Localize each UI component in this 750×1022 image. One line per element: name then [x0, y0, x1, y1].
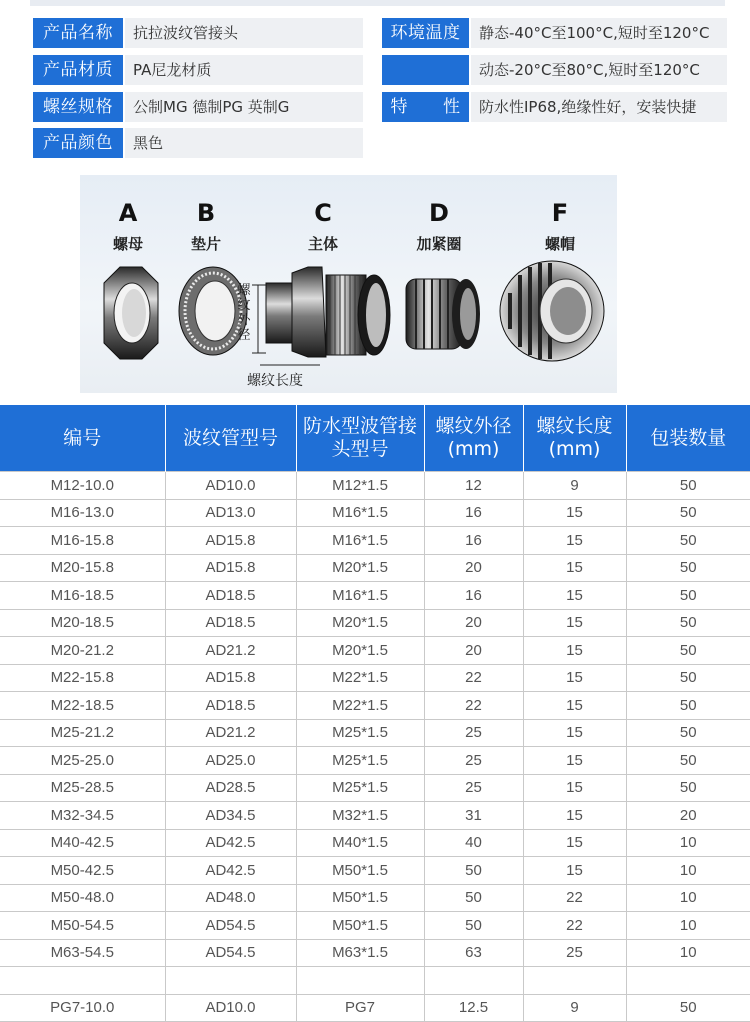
- part-name-d: 加紧圈: [416, 235, 462, 253]
- spec-label-material: 产品材质: [33, 55, 123, 85]
- cell-connector-model: M40*1.5: [296, 829, 424, 857]
- cell-tube-model: AD21.2: [165, 719, 296, 747]
- table-row: [0, 637, 750, 665]
- table-row: [0, 719, 750, 747]
- cell-package-qty: 10: [626, 939, 750, 967]
- table-row: [0, 499, 750, 527]
- cell-tube-model: AD18.5: [165, 692, 296, 720]
- cell-thread-diameter: 22: [424, 664, 523, 692]
- table-row: [0, 912, 750, 940]
- cell-code: PG7-10.0: [0, 994, 165, 1022]
- cell-code: M63-54.5: [0, 939, 165, 967]
- cell-package-qty: 10: [626, 884, 750, 912]
- col-header-package-qty: 包装数量: [626, 405, 750, 472]
- cell-connector-model: M20*1.5: [296, 637, 424, 665]
- cell-thread-length: 15: [523, 554, 626, 582]
- cell-tube-model: AD15.8: [165, 527, 296, 555]
- cell-tube-model: AD42.5: [165, 829, 296, 857]
- cell-code: M25-25.0: [0, 747, 165, 775]
- table-row: [0, 609, 750, 637]
- parts-diagram: [80, 175, 617, 393]
- cell-thread-length: 15: [523, 747, 626, 775]
- cell-connector-model: M25*1.5: [296, 774, 424, 802]
- cell-thread-diameter: 25: [424, 774, 523, 802]
- cell-connector-model: M20*1.5: [296, 554, 424, 582]
- cell-code: M50-42.5: [0, 857, 165, 885]
- spec-value-temperature-static: 静态-40°C至100°C,短时至120°C: [471, 18, 727, 48]
- cell-package-qty: 50: [626, 747, 750, 775]
- cell-thread-length: 15: [523, 527, 626, 555]
- table-row: [0, 857, 750, 885]
- cell-code: M22-18.5: [0, 692, 165, 720]
- spec-table: [0, 405, 750, 1022]
- table-row: [0, 939, 750, 967]
- spec-label-color: 产品颜色: [33, 128, 123, 158]
- table-row: [0, 527, 750, 555]
- cell-thread-length: 15: [523, 664, 626, 692]
- cell-thread-length: 15: [523, 609, 626, 637]
- cell-thread-length: 15: [523, 857, 626, 885]
- cell-connector-model: M50*1.5: [296, 857, 424, 885]
- cell-code: M50-54.5: [0, 912, 165, 940]
- cell-connector-model: M22*1.5: [296, 664, 424, 692]
- thread-length-label: 螺纹长度: [247, 373, 303, 389]
- cell-thread-diameter: 16: [424, 527, 523, 555]
- cell-code: [0, 967, 165, 995]
- cell-code: M16-13.0: [0, 499, 165, 527]
- cell-code: M22-15.8: [0, 664, 165, 692]
- cell-package-qty: 50: [626, 609, 750, 637]
- cell-package-qty: [626, 967, 750, 995]
- part-letter-c: C: [314, 199, 332, 227]
- cell-thread-length: 15: [523, 692, 626, 720]
- part-name-f: 螺帽: [544, 235, 575, 253]
- cell-thread-length: 15: [523, 719, 626, 747]
- table-row: [0, 692, 750, 720]
- table-row: [0, 802, 750, 830]
- clamp-ring-shape: [406, 279, 480, 349]
- cell-connector-model: M12*1.5: [296, 472, 424, 500]
- cell-tube-model: AD15.8: [165, 554, 296, 582]
- part-name-a: 螺母: [112, 235, 143, 253]
- cell-code: M25-28.5: [0, 774, 165, 802]
- cell-thread-diameter: 50: [424, 884, 523, 912]
- table-row: [0, 967, 750, 995]
- cell-tube-model: [165, 967, 296, 995]
- part-letter-d: D: [429, 199, 449, 227]
- part-letter-f: F: [551, 199, 569, 227]
- cell-connector-model: M50*1.5: [296, 884, 424, 912]
- thread-diameter-label: 螺纹外径: [237, 283, 251, 343]
- spec-value-thread: 公制MG 德制PG 英制G: [125, 92, 363, 122]
- cell-code: M32-34.5: [0, 802, 165, 830]
- top-divider: [30, 0, 725, 6]
- cell-thread-diameter: 16: [424, 582, 523, 610]
- body-shape: [252, 267, 390, 365]
- cell-connector-model: M32*1.5: [296, 802, 424, 830]
- spec-value-temperature-dynamic: 动态-20°C至80°C,短时至120°C: [471, 55, 727, 85]
- cell-package-qty: 10: [626, 912, 750, 940]
- cell-package-qty: 10: [626, 829, 750, 857]
- cell-tube-model: AD10.0: [165, 472, 296, 500]
- cell-connector-model: M50*1.5: [296, 912, 424, 940]
- cell-connector-model: M25*1.5: [296, 747, 424, 775]
- cell-thread-length: 22: [523, 912, 626, 940]
- table-row: [0, 829, 750, 857]
- cell-code: M20-15.8: [0, 554, 165, 582]
- cell-tube-model: AD18.5: [165, 609, 296, 637]
- cell-package-qty: 50: [626, 664, 750, 692]
- table-row: [0, 774, 750, 802]
- cell-thread-length: 15: [523, 774, 626, 802]
- cell-package-qty: 10: [626, 857, 750, 885]
- cell-tube-model: AD10.0: [165, 994, 296, 1022]
- cell-package-qty: 50: [626, 719, 750, 747]
- cell-package-qty: 50: [626, 637, 750, 665]
- cell-thread-diameter: 31: [424, 802, 523, 830]
- cell-package-qty: 50: [626, 472, 750, 500]
- cell-thread-diameter: [424, 967, 523, 995]
- spec-label-name: 产品名称: [33, 18, 123, 48]
- cell-code: M50-48.0: [0, 884, 165, 912]
- table-row: [0, 554, 750, 582]
- cell-code: M25-21.2: [0, 719, 165, 747]
- spec-label-features: 特 性: [382, 92, 469, 122]
- cell-code: M16-15.8: [0, 527, 165, 555]
- spec-value-name: 抗拉波纹管接头: [125, 18, 363, 48]
- cell-thread-diameter: 20: [424, 609, 523, 637]
- cell-thread-diameter: 20: [424, 554, 523, 582]
- part-name-b: 垫片: [190, 235, 221, 253]
- cell-package-qty: 20: [626, 802, 750, 830]
- cell-thread-diameter: 12.5: [424, 994, 523, 1022]
- cell-package-qty: 50: [626, 527, 750, 555]
- cell-thread-diameter: 20: [424, 637, 523, 665]
- cell-tube-model: AD54.5: [165, 939, 296, 967]
- cell-package-qty: 50: [626, 554, 750, 582]
- cell-thread-diameter: 16: [424, 499, 523, 527]
- spec-label-thread: 螺丝规格: [33, 92, 123, 122]
- col-header-thread-length: 螺纹长度(mm): [523, 405, 626, 472]
- table-body: [0, 472, 750, 1022]
- cell-tube-model: AD42.5: [165, 857, 296, 885]
- cell-connector-model: M20*1.5: [296, 609, 424, 637]
- cap-shape: [500, 261, 604, 361]
- cell-tube-model: AD13.0: [165, 499, 296, 527]
- cell-tube-model: AD25.0: [165, 747, 296, 775]
- cell-tube-model: AD54.5: [165, 912, 296, 940]
- part-name-c: 主体: [307, 235, 338, 253]
- spec-label-temperature: 环境温度: [382, 18, 469, 48]
- spec-value-features: 防水性IP68,绝缘性好，安装快捷: [471, 92, 727, 122]
- spec-value-color: 黑色: [125, 128, 363, 158]
- cell-tube-model: AD48.0: [165, 884, 296, 912]
- cell-connector-model: M22*1.5: [296, 692, 424, 720]
- cell-tube-model: AD21.2: [165, 637, 296, 665]
- cell-code: M40-42.5: [0, 829, 165, 857]
- table-row: [0, 582, 750, 610]
- cell-connector-model: M63*1.5: [296, 939, 424, 967]
- cell-thread-diameter: 50: [424, 857, 523, 885]
- cell-thread-diameter: 25: [424, 719, 523, 747]
- col-header-connector-model: 防水型波管接头型号: [296, 405, 424, 472]
- table-row: [0, 472, 750, 500]
- col-header-code: 编号: [0, 405, 165, 472]
- cell-code: M20-18.5: [0, 609, 165, 637]
- cell-thread-length: 15: [523, 499, 626, 527]
- cell-tube-model: AD34.5: [165, 802, 296, 830]
- cell-connector-model: M16*1.5: [296, 582, 424, 610]
- cell-thread-diameter: 63: [424, 939, 523, 967]
- cell-package-qty: 50: [626, 692, 750, 720]
- cell-thread-diameter: 12: [424, 472, 523, 500]
- spec-value-material: PA尼龙材质: [125, 55, 363, 85]
- cell-package-qty: 50: [626, 774, 750, 802]
- cell-package-qty: 50: [626, 582, 750, 610]
- cell-thread-length: [523, 967, 626, 995]
- cell-package-qty: 50: [626, 499, 750, 527]
- cell-thread-length: 15: [523, 829, 626, 857]
- parts-illustration: [80, 175, 617, 393]
- cell-thread-length: 9: [523, 472, 626, 500]
- col-header-thread-diameter: 螺纹外径(mm): [424, 405, 523, 472]
- nut-shape: [104, 267, 158, 359]
- cell-thread-diameter: 25: [424, 747, 523, 775]
- cell-thread-length: 15: [523, 637, 626, 665]
- part-letter-b: B: [196, 199, 216, 227]
- cell-connector-model: M16*1.5: [296, 499, 424, 527]
- table-row: [0, 884, 750, 912]
- cell-connector-model: [296, 967, 424, 995]
- cell-thread-diameter: 22: [424, 692, 523, 720]
- col-header-tube-model: 波纹管型号: [165, 405, 296, 472]
- cell-thread-length: 15: [523, 802, 626, 830]
- part-letter-a: A: [118, 199, 138, 227]
- table-row: [0, 747, 750, 775]
- top-strip: [0, 0, 750, 12]
- cell-package-qty: 50: [626, 994, 750, 1022]
- table-row: [0, 994, 750, 1022]
- cell-thread-length: 25: [523, 939, 626, 967]
- cell-tube-model: AD15.8: [165, 664, 296, 692]
- cell-code: M16-18.5: [0, 582, 165, 610]
- cell-connector-model: M16*1.5: [296, 527, 424, 555]
- cell-connector-model: PG7: [296, 994, 424, 1022]
- cell-thread-diameter: 40: [424, 829, 523, 857]
- table-header-row: [0, 405, 750, 472]
- spec-label-blank: [382, 55, 469, 85]
- cell-tube-model: AD18.5: [165, 582, 296, 610]
- table-row: [0, 664, 750, 692]
- cell-connector-model: M25*1.5: [296, 719, 424, 747]
- cell-tube-model: AD28.5: [165, 774, 296, 802]
- cell-thread-length: 22: [523, 884, 626, 912]
- cell-thread-length: 9: [523, 994, 626, 1022]
- cell-code: M12-10.0: [0, 472, 165, 500]
- cell-thread-length: 15: [523, 582, 626, 610]
- cell-code: M20-21.2: [0, 637, 165, 665]
- cell-thread-diameter: 50: [424, 912, 523, 940]
